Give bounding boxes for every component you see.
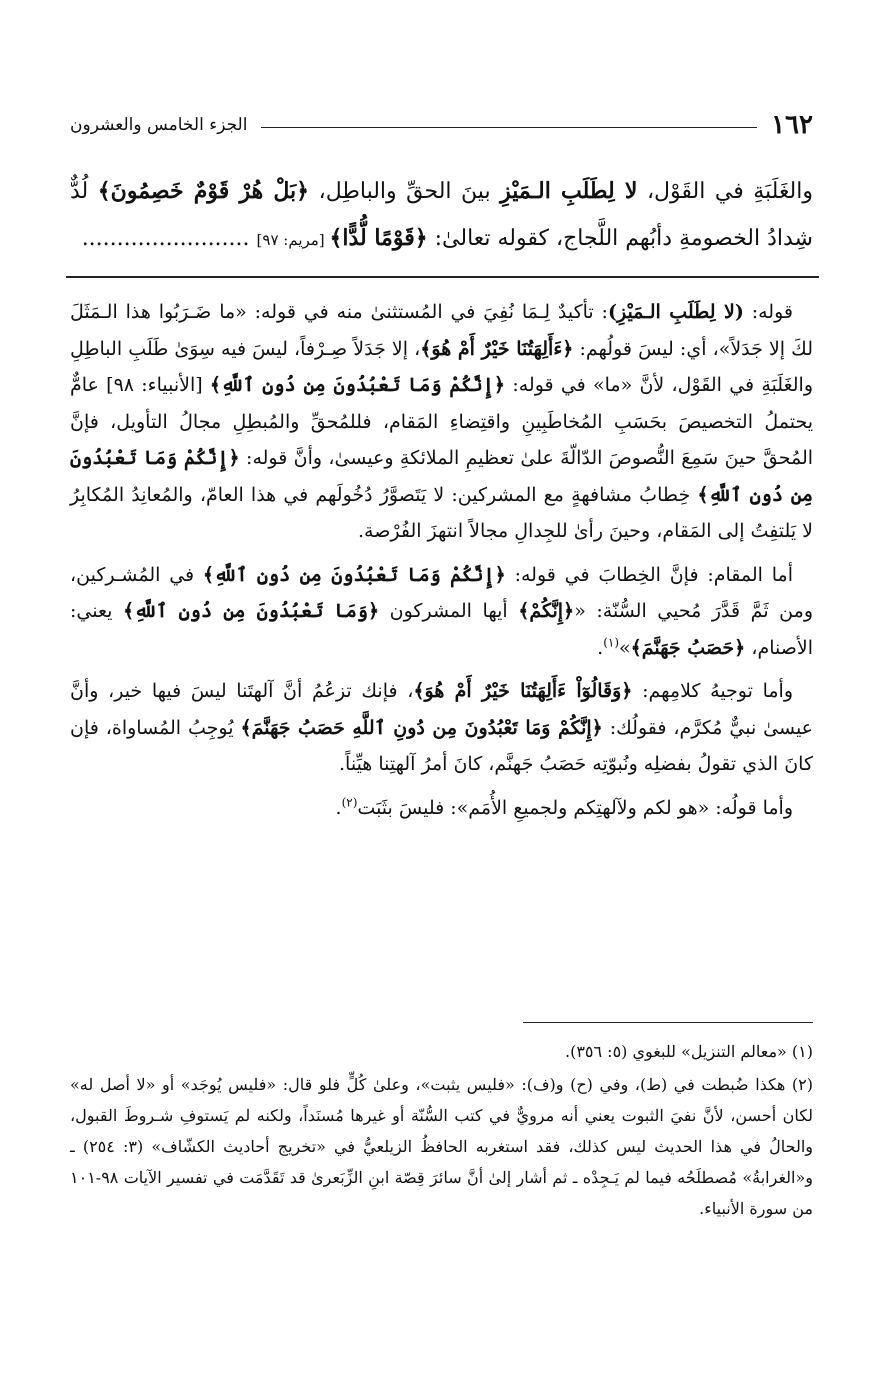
commentary-text: في المُشـركين، ومن ثَمَّ قَدَّرَ مُحيي السُّنّة: « [70, 563, 813, 622]
matn-text: والغَلَبَةِ في القَوْل، [637, 179, 814, 204]
commentary-paragraph [70, 294, 813, 550]
commentary-paragraph [70, 790, 813, 827]
commentary-text: قوله: [743, 301, 793, 323]
matn-lemma: لا لِطَلَبِ الـمَيْزِ [500, 178, 638, 204]
verse-reference: [مريم: ٩٧] [256, 231, 330, 249]
commentary-paragraph [70, 557, 813, 667]
footnote [70, 1036, 813, 1067]
commentary-text: وأما قولُه: «هو لكم ولآلهتِكم ولجميعِ الأُمَم»: فليسَ بثَبَت [357, 796, 793, 819]
quran-verse: ﴿إِنَّكُمْ وَمَا تَعْبُدُونَ مِن دُونِ ٱللَّهِ﴾ [70, 447, 813, 506]
commentary-text: أيها المشركون [379, 600, 519, 622]
quran-verse: ﴿وَمَا تَعْبُدُونَ مِن دُونِ ٱللَّهِ﴾ [123, 600, 380, 622]
commentary-text: خِطابُ مشافهةٍ مع المشركين: لا يَتَصوَّرُ دُخُولَهم في هذا العامّ، والمُعانِدُ المُكابِرُ لا يَلتفِتُ إلى المَقام، وحينَ رأىٰ للجِدالِ مجالاً انتهزَ الفُرْصة. [70, 483, 813, 542]
header-rule [261, 127, 757, 128]
matn-text: بينَ الحقِّ والباطِل، [309, 179, 501, 204]
running-title: الجزء الخامس والعشرون [70, 115, 248, 135]
footnote-marker[interactable]: (٢) [341, 795, 358, 810]
footnote-number: (١) [791, 1042, 813, 1061]
quran-verse: ﴿إِنَّكُمْ وَمَا تَعْبُدُونَ مِن دُونِ ٱللَّهِ﴾ [202, 563, 506, 586]
running-header [70, 108, 813, 142]
quran-verse: ﴿قَوْمًا لُّدًّا﴾ [329, 225, 428, 251]
quran-verse: ﴿بَلْ هُرْ قَوْمٌ خَصِمُونَ﴾ [97, 178, 310, 204]
commentary-text: » [619, 636, 631, 659]
quran-verse: ﴿إِنَّكُمْ وَمَا تَعْبُدُونَ مِن دُونِ ٱللَّهِ﴾ [209, 374, 506, 396]
commentary-paragraph [70, 673, 813, 783]
footnote [70, 1069, 813, 1224]
footnote-divider [523, 1022, 813, 1023]
main-text [70, 168, 813, 263]
footnote-text: «معالم التنزيل» للبغوي (٥: ٣٥٦). [564, 1042, 792, 1061]
quran-verse: ﴿وَقَالُوٓاْ ءَأَلِهَتُنَا خَيْرٌ أَمْ هُوَ﴾ [413, 680, 633, 702]
commentary-text: . [335, 796, 342, 819]
commentary-text: . [597, 636, 604, 659]
dotted-leader: ........................ [81, 226, 250, 251]
commentary-text: أما المقام: فإنَّ الخِطابَ في قوله: [505, 563, 793, 586]
page-number: ١٦٢ [771, 110, 813, 140]
footnote-marker[interactable]: (١) [603, 635, 620, 650]
quran-verse: ﴿ءَأَلِهَتُنَا خَيْرٌ أَمْ هُوَ﴾ [420, 337, 574, 360]
commentary-text: يعني: الأصنام، [70, 600, 813, 659]
commentary-text: يُوجِبُ المُساواة، فإن كانَ الذي تقولُ بفضلِه ونُبوّتِه حَصَبُ جَهنَّم، كانَ أمرُ آلهتِنا هيِّناً. [70, 716, 813, 775]
commentary-text: : تأكيدٌ لِـمَا نُفِيَ في المُستثنىٰ منه في قوله: «ما ضَـرَبُوا هذا الـمَثَلَ لكَ إلا جَدَلاً»، أي: ليسَ قولُهم: [70, 301, 813, 360]
commentary-text: [الأنبياء: ٩٨] عامٌّ يحتملُ التخصيصَ بحَسَبِ المُخاطَبِينِ واقتِضاءِ المَقام، فللمُحقِّ والمُبطِلِ مجالُ التأويل، فإنَّ المُحقَّ حينَ سَمِعَ النُّصوصَ الدّالّةَ علىٰ تعظيمِ الملائكةِ وعيسىٰ، وأنَّ قوله: [70, 374, 814, 469]
quran-verse: ﴿إِنَّكُمْ وَمَا تَعْبُدُونَ مِن دُونِ ٱللَّهِ حَصَبُ جَهَنَّمَ﴾ [240, 716, 603, 739]
commentary-text: ، فإنك تزعُمُ أنَّ آلهتَنا ليسَ فيها خير، وأنَّ عيسىٰ نبيٌّ مُكرَّم، فقولُك: [70, 680, 814, 739]
matn-text: لُدٌّ شِدادُ الخصومةِ دأبُهم اللَّجاج، كقوله تعالىٰ: [70, 179, 813, 251]
commentary-text: وأما توجيهُ كلامِهم: [632, 680, 793, 702]
quran-verse: ﴿حَصَبُ جَهَنَّمَ﴾ [630, 636, 746, 659]
commentary-text: ، إلا جَدَلاً صِـرْفاً، ليسَ فيه سِوَىٰ طَلَبِ الباطِلِ والغَلَبَةِ في القَوْل، لأنَّ «ما» في قوله: [70, 337, 813, 396]
commentary [70, 294, 813, 833]
footnotes [70, 1036, 813, 1226]
footnote-number: (٢) [791, 1075, 813, 1094]
commentary-lemma: (لا لِطَلَبِ الـمَيْزِ) [607, 301, 744, 323]
quran-verse: ﴿إِنَّكُمْ﴾ [518, 600, 575, 622]
main-text-divider [66, 276, 819, 278]
footnote-text: هكذا ضُبطت في (ط)، وفي (ح) و(ف): «فليس يثبت»، وعلىٰ كُلٍّ فلو قال: «فليس يُوجَد» أو «لا أصل له» لكان أحسن، لأنَّ نفيَ الثبوت يعني أنه مرويٌّ في كتب السُّنّة أو غيرها مُسنَداً، ولكنه لم يَستوفِ شـروطَ القبول، والحالُ في هذا الحديث ليس كذلك، فقد استغربه الحافظُ الزيلعيُّ في «تخريج أحاديث الكشّاف» (٣: ٢٥٤) ـ و«الغرابةُ» مُصطلَحُه فيما لم يَـجِدْه ـ ثم أشار إلىٰ أنَّ سائرَ قِصّة ابنِ الزِّبَعرىٰ قد تَقَدَّمَت في تفسير الآيات ٩٨-١٠١ من سورة الأنبياء. [70, 1075, 814, 1218]
